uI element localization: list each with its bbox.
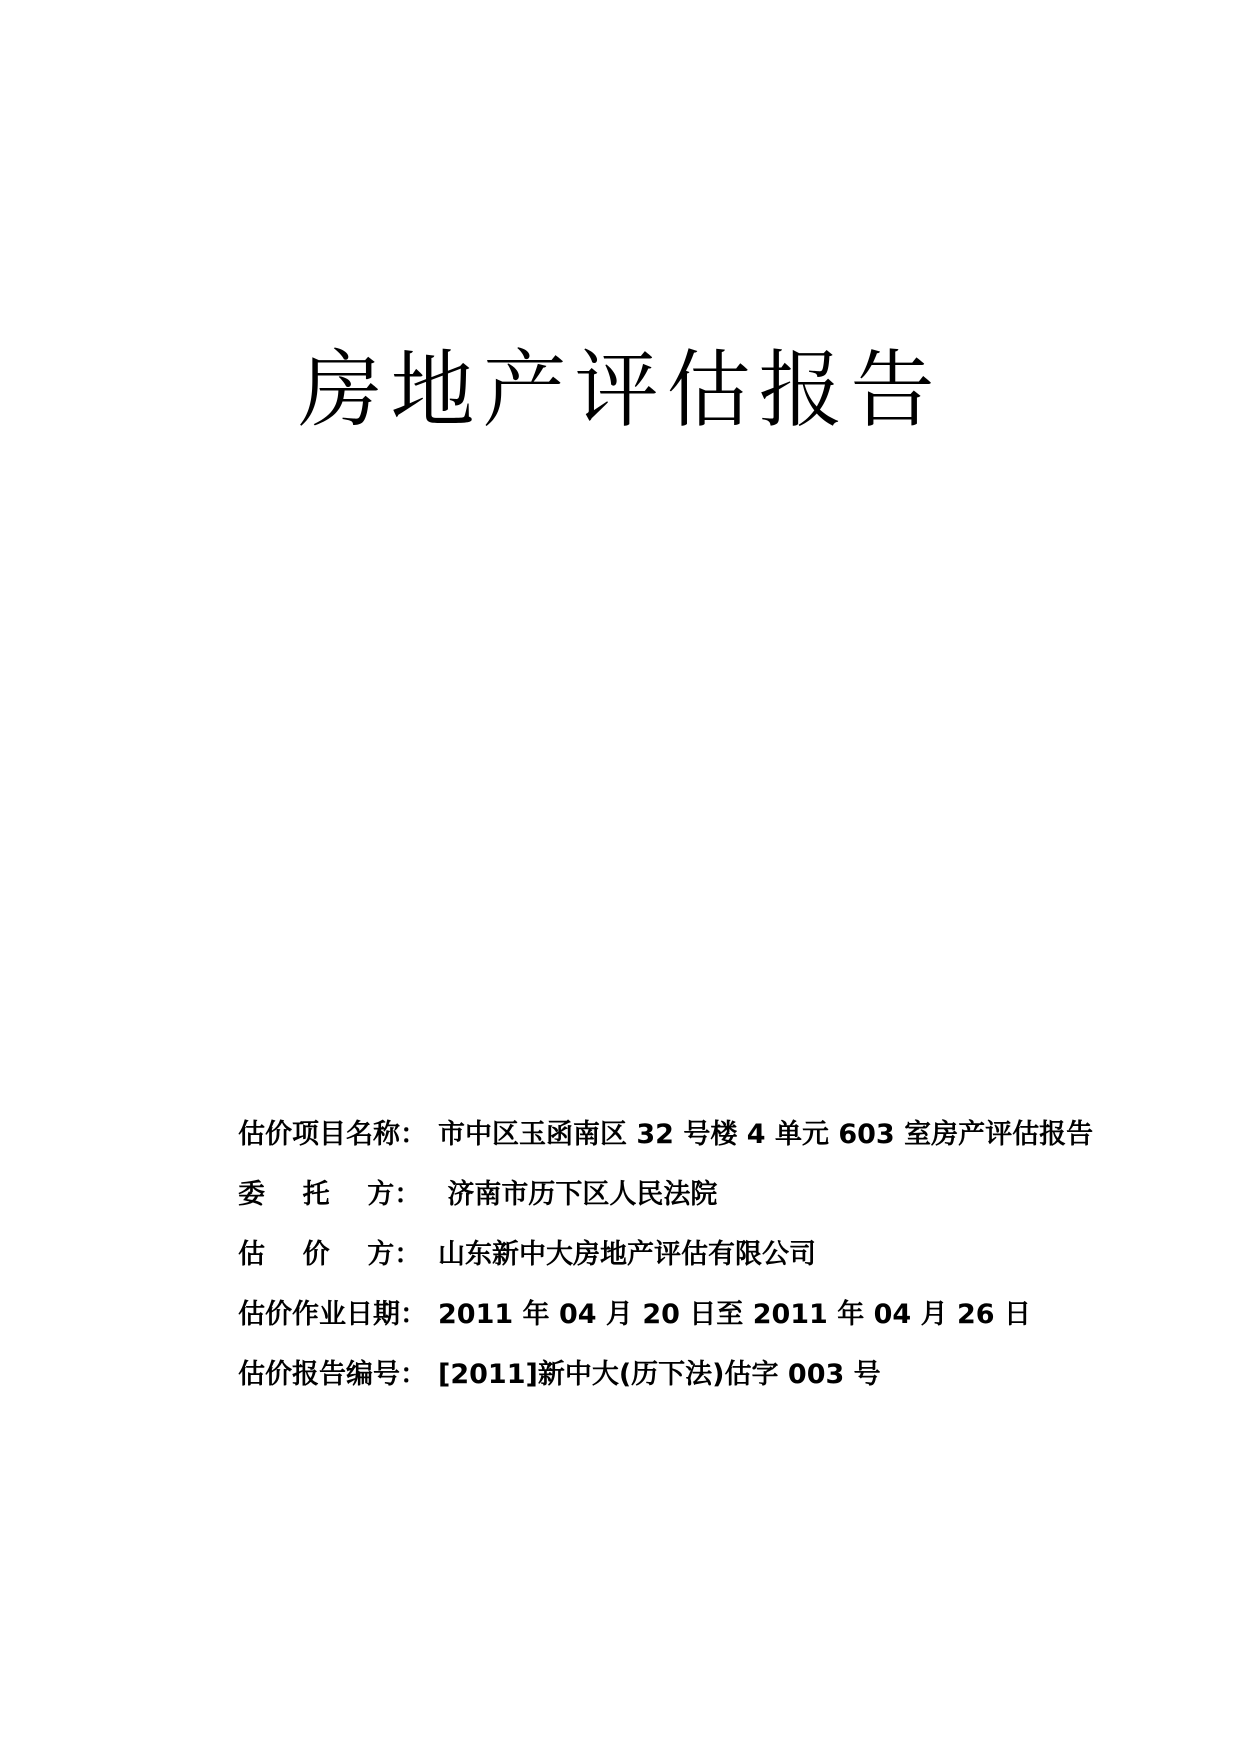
field-value: 市中区玉函南区 32 号楼 4 单元 603 室房产评估报告	[438, 1119, 1094, 1150]
field-value: 山东新中大房地产评估有限公司	[438, 1239, 816, 1270]
field-row-report-number	[238, 1345, 1198, 1405]
field-label: 估价项目名称：	[238, 1119, 427, 1150]
field-value: [2011]新中大(历下法)估字 003 号	[438, 1359, 881, 1390]
field-row-appraiser	[238, 1225, 1198, 1285]
field-label: 委 托 方：	[238, 1179, 422, 1210]
report-info-block	[238, 1105, 1198, 1405]
field-row-project-name	[238, 1105, 1198, 1165]
field-value: 2011 年 04 月 20 日至 2011 年 04 月 26 日	[438, 1299, 1031, 1330]
field-row-client	[238, 1165, 1198, 1225]
field-label: 估价报告编号：	[238, 1359, 427, 1390]
report-title: 房地产评估报告	[298, 341, 943, 439]
field-value: 济南市历下区人民法院	[438, 1179, 718, 1210]
field-label: 估 价 方：	[238, 1239, 422, 1270]
field-row-work-date	[238, 1285, 1198, 1345]
field-label: 估价作业日期：	[238, 1299, 427, 1330]
